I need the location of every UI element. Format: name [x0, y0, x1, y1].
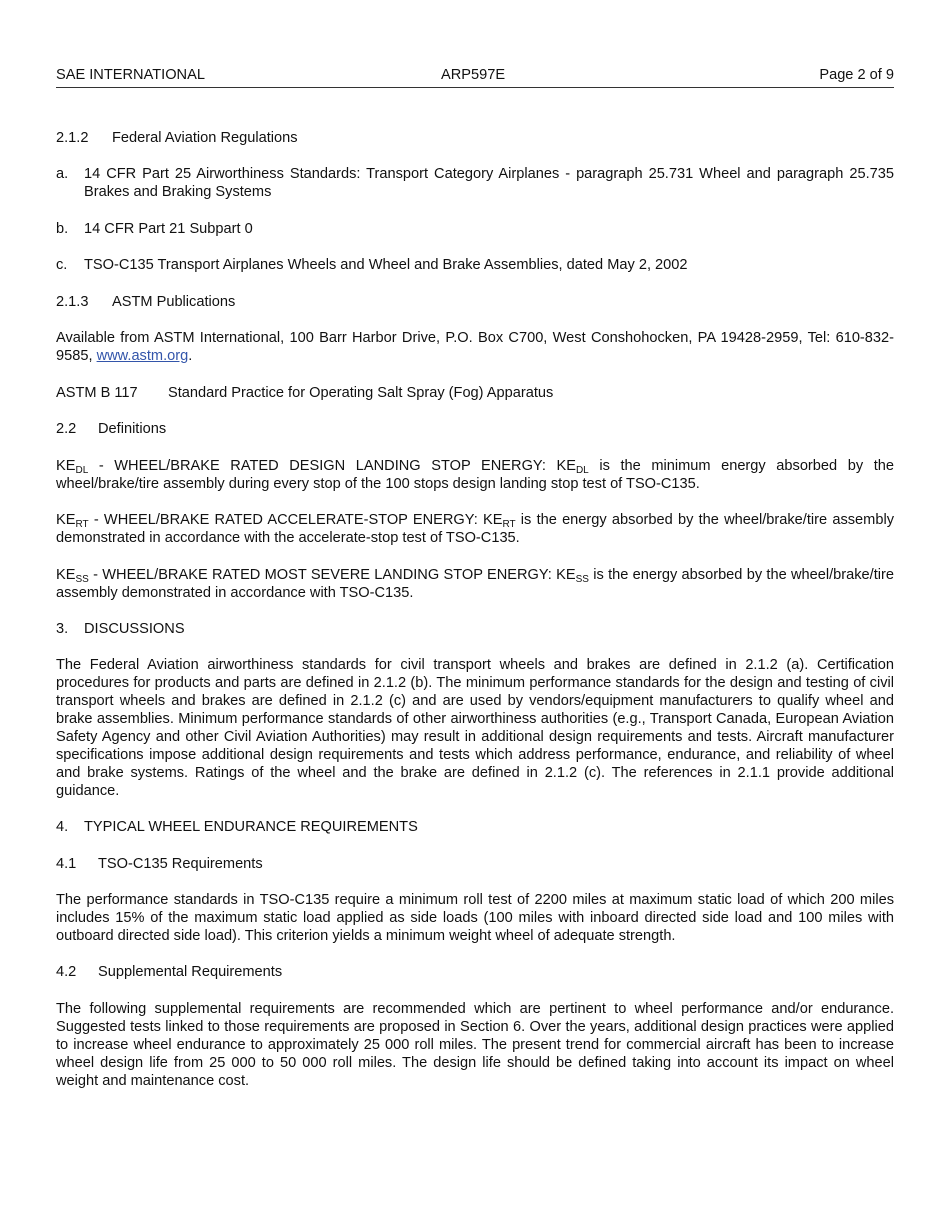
- header-page-number: Page 2 of 9: [819, 67, 894, 83]
- list-text: 14 CFR Part 21 Subpart 0: [84, 221, 253, 237]
- list-text: TSO-C135 Transport Airplanes Wheels and Wheel and Brake Assemblies, dated May 2, 2002: [84, 257, 688, 273]
- supplemental-requirements-paragraph: The following supplemental requirements are recommended which are pertinent to wheel performance and/or endurance. Suggested tests linked to those requirements are proposed in Section 6. Over the years, additional design practices were applied to increase wheel endurance to approximately 25 000 roll miles. The present trend for commercial aircraft has been to increase wheel design life from 25 000 to 50 000 roll miles. The design life should be defined taking into account its impact on wheel weight and maintenance cost.: [56, 1001, 894, 1089]
- section-title: TSO-C135 Requirements: [98, 856, 263, 872]
- section-heading-4-2: [56, 963, 894, 981]
- section-number: 4.: [56, 819, 69, 835]
- term-heading: - WHEEL/BRAKE RATED DESIGN LANDING STOP ENERGY:: [88, 458, 557, 474]
- astm-website-link[interactable]: www.astm.org: [96, 348, 189, 364]
- term-subscript: DL: [575, 465, 589, 476]
- section-title: Supplemental Requirements: [98, 964, 283, 980]
- definition-text: is the energy absorbed by the wheel/brake/tire assembly demonstrated in accordance with the accelerate-stop test of TSO-C135.: [56, 512, 894, 546]
- definition-text: is the minimum energy absorbed by the wheel/brake/tire assembly during every stop of the 100 stops design landing stop test of TSO-C135.: [56, 458, 894, 492]
- section-title: TYPICAL WHEEL ENDURANCE REQUIREMENTS: [84, 819, 418, 835]
- term-subscript: SS: [575, 574, 589, 585]
- definition-ke-rt: [56, 511, 894, 547]
- header-document-number: ARP597E: [441, 67, 506, 83]
- tso-requirements-paragraph: The performance standards in TSO-C135 require a minimum roll test of 2200 miles at maximum static load of which 200 miles includes 15% of the maximum static load applied as side loads (100 miles with inboard directed side load and 100 miles with outboard directed side load). This criterion yields a minimum weight wheel of adequate strength.: [56, 892, 894, 944]
- section-title: Definitions: [98, 421, 167, 437]
- section-title: Federal Aviation Regulations: [112, 130, 298, 146]
- list-marker: c.: [56, 257, 68, 273]
- astm-address-text: Available from ASTM International, 100 Barr Harbor Drive, P.O. Box C700, West Conshohocken, PA 19428-2959, Tel: 610-832-9585,: [56, 330, 894, 364]
- term-heading: - WHEEL/BRAKE RATED MOST SEVERE LANDING STOP ENERGY:: [88, 567, 557, 583]
- section-number: 2.2: [56, 421, 77, 437]
- definition-text: is the energy absorbed by the wheel/brake/tire assembly demonstrated in accordance with TSO-C135.: [56, 567, 894, 601]
- astm-standard-reference: [56, 384, 894, 402]
- list-marker: a.: [56, 166, 69, 182]
- section-number: 3.: [56, 621, 69, 637]
- astm-availability-paragraph: [56, 329, 894, 365]
- section-number: 2.1.2: [56, 130, 89, 146]
- section-title: ASTM Publications: [112, 294, 236, 310]
- term-symbol: KE: [556, 567, 576, 583]
- section-heading-2-1-2: [56, 129, 894, 147]
- standard-code: ASTM B 117: [56, 385, 138, 401]
- page-header: [56, 66, 894, 88]
- section-title: DISCUSSIONS: [84, 621, 185, 637]
- section-number: 4.2: [56, 964, 77, 980]
- section-heading-3: [56, 620, 894, 638]
- list-item: [56, 220, 894, 238]
- definition-ke-ss: [56, 566, 894, 602]
- term-symbol: KE: [556, 458, 576, 474]
- discussion-paragraph: The Federal Aviation airworthiness standards for civil transport wheels and brakes are defined in 2.1.2 (a). Certification procedures for products and parts are defined in 2.1.2 (b). The minimum performance standards for the design and testing of civil transport wheels and brakes are defined in 2.1.2 (c) and are used by vendors/equipment manufacturers to qualify wheel and brake assemblies. Minimum performance standards of other airworthiness authorities (e.g., Transport Canada, European Aviation Safety Agency and other Civil Aviation Authorities) may result in additional design requirements and tests. Aircraft manufacturer specifications impose additional design requirements and tests which address performance, endurance, and reliability of wheel and brake systems. Ratings of the wheel and the brake are defined in 2.1.2 (c). The references in 2.1.1 provide additional guidance.: [56, 657, 894, 799]
- section-heading-2-2: [56, 420, 894, 438]
- term-subscript: RT: [75, 519, 89, 530]
- term-symbol: KE: [56, 512, 76, 528]
- section-heading-4: [56, 818, 894, 836]
- header-organization: SAE INTERNATIONAL: [56, 67, 205, 83]
- section-number: 2.1.3: [56, 294, 89, 310]
- term-symbol: KE: [56, 567, 76, 583]
- term-symbol: KE: [482, 512, 503, 528]
- definition-ke-dl: [56, 457, 894, 493]
- term-symbol: KE: [56, 458, 76, 474]
- term-subscript: DL: [75, 465, 89, 476]
- term-heading: - WHEEL/BRAKE RATED ACCELERATE-STOP ENERGY:: [88, 512, 483, 528]
- list-marker: b.: [56, 221, 69, 237]
- list-text: 14 CFR Part 25 Airworthiness Standards: Transport Category Airplanes - paragraph 25.731 Wheel and paragraph 25.735 Brakes and Braking Systems: [84, 166, 894, 200]
- section-heading-4-1: [56, 855, 894, 873]
- standard-title: Standard Practice for Operating Salt Spray (Fog) Apparatus: [168, 385, 554, 401]
- period: .: [188, 348, 193, 364]
- list-item: [56, 165, 894, 201]
- term-subscript: RT: [502, 519, 516, 530]
- section-number: 4.1: [56, 856, 77, 872]
- section-heading-2-1-3: [56, 293, 894, 311]
- term-subscript: SS: [75, 574, 89, 585]
- list-item: [56, 256, 894, 274]
